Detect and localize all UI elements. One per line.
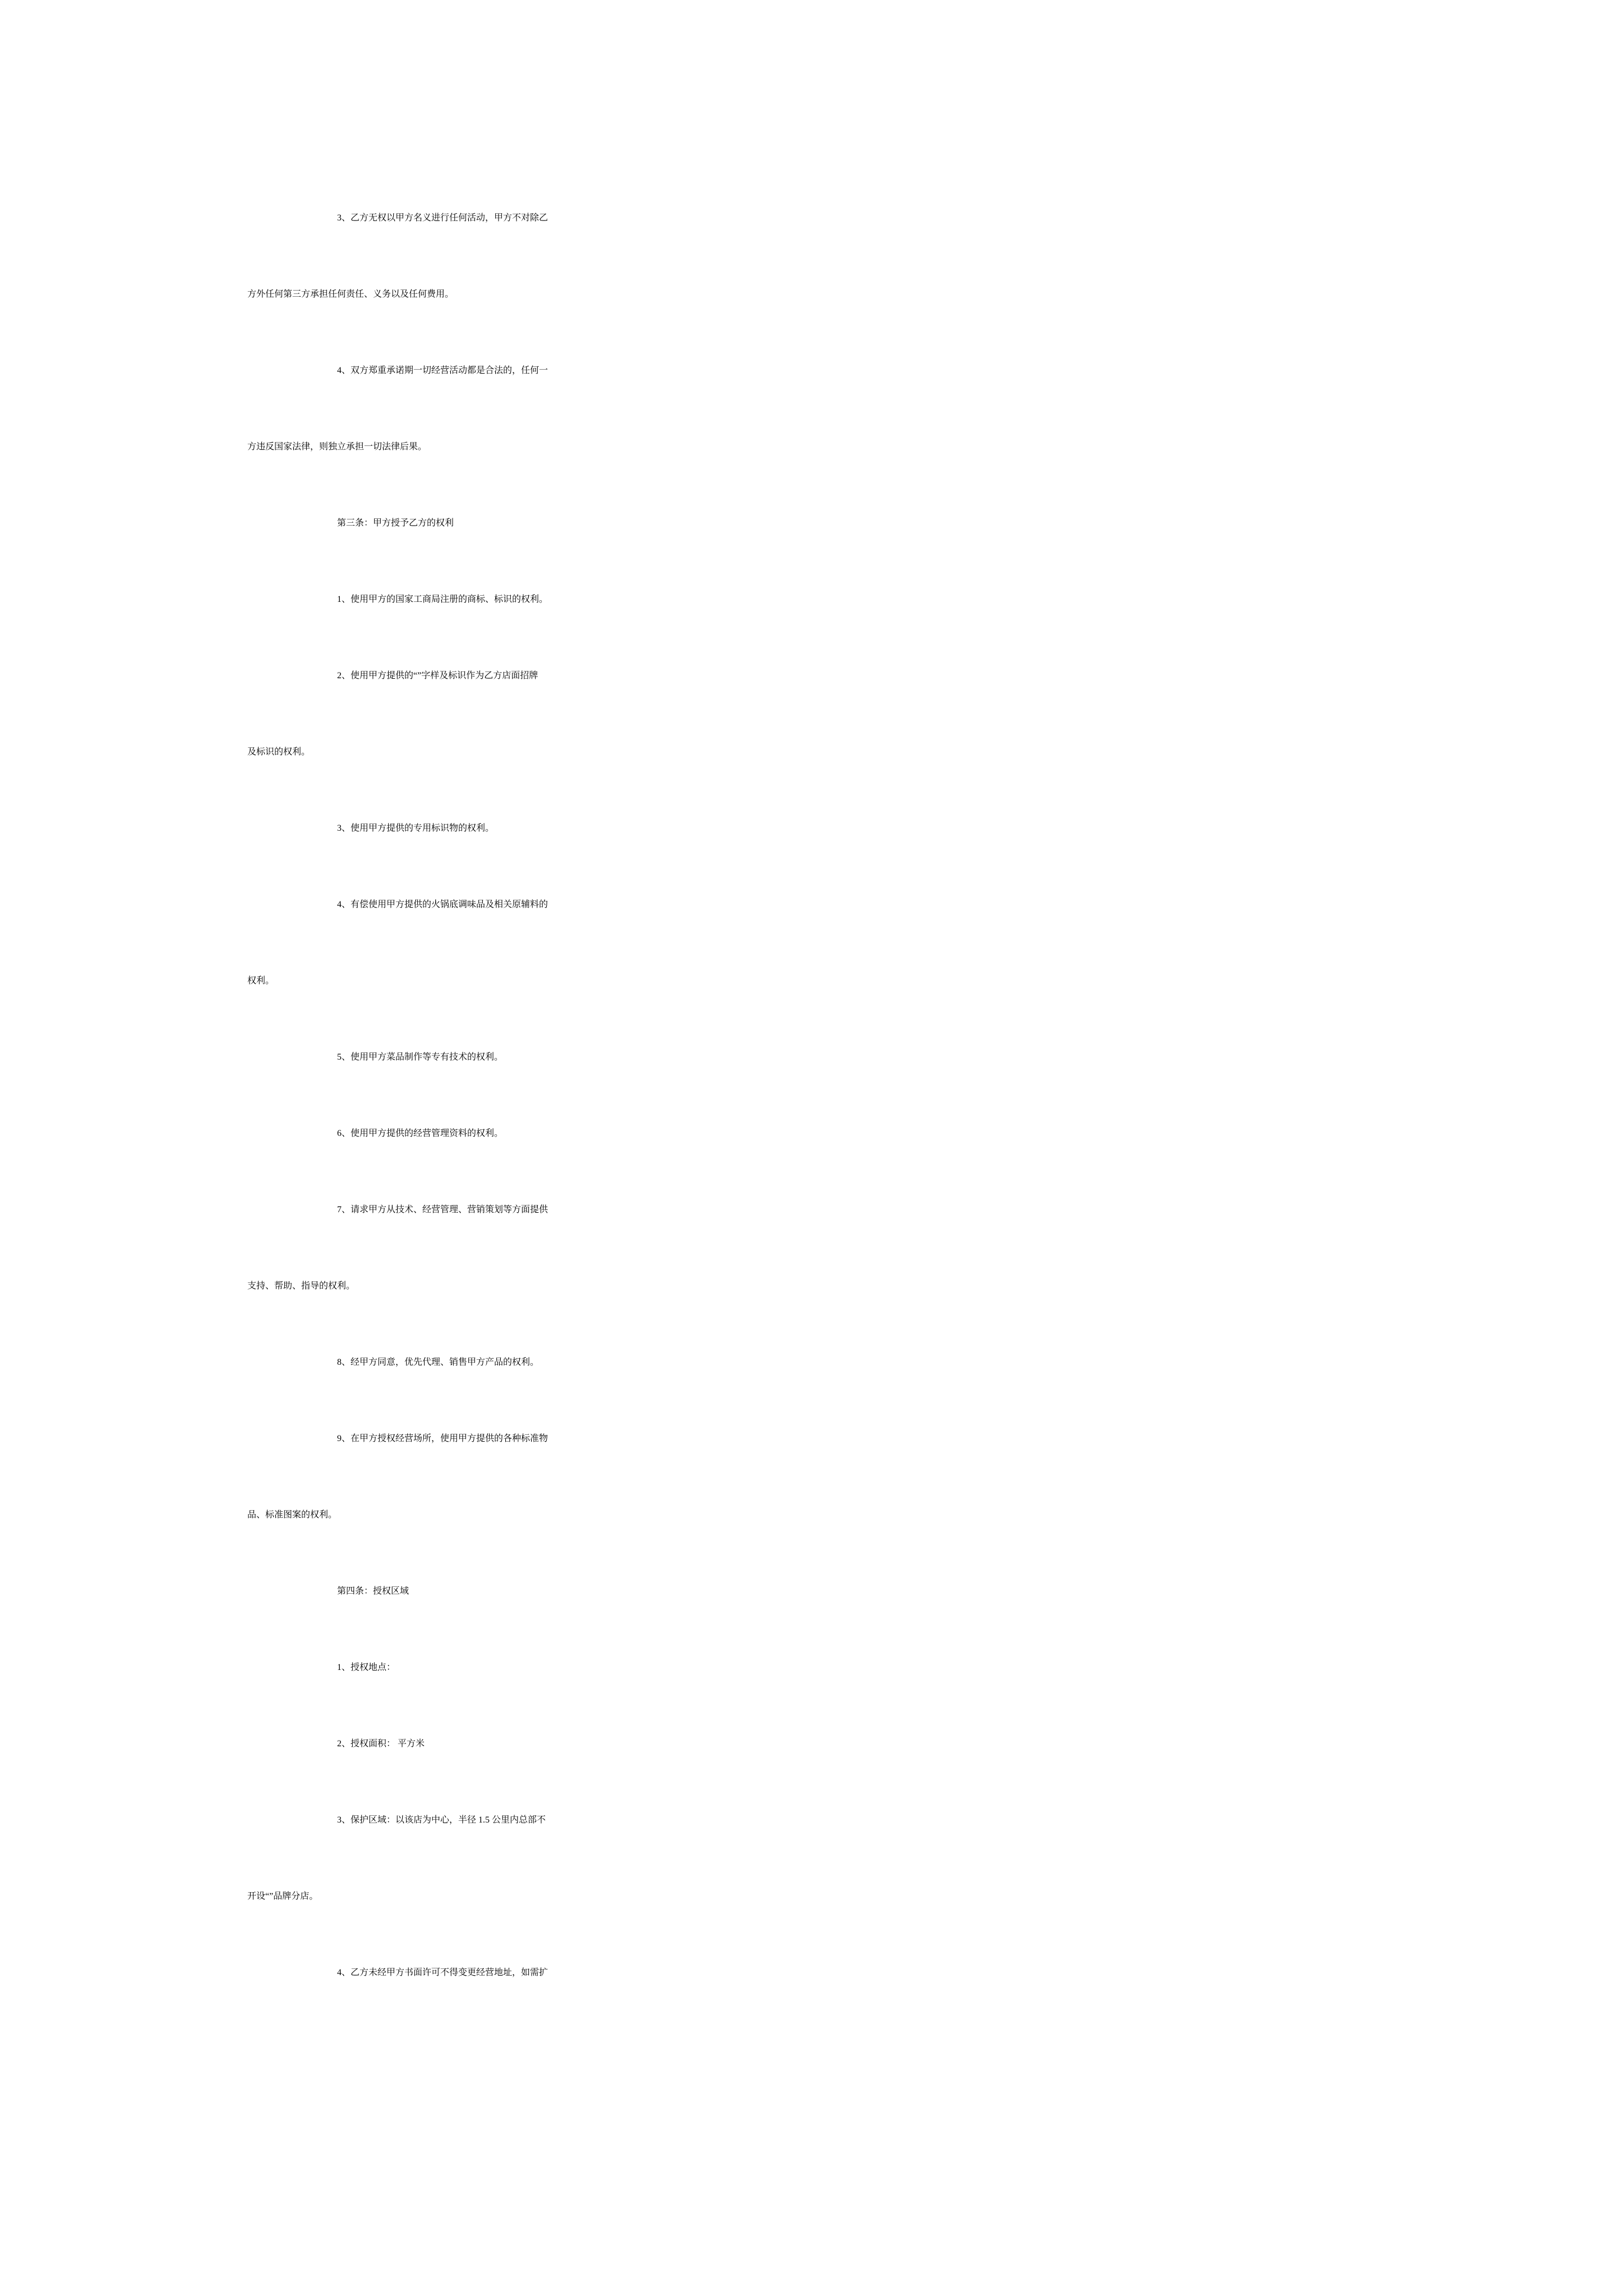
text-line: 7、请求甲方从技术、经营管理、营销策划等方面提供 — [337, 1205, 548, 1214]
paragraph-right-1 — [247, 592, 1386, 668]
text-line: 2、使用甲方提供的“”字样及标识作为乙方店面招牌 — [337, 671, 538, 680]
paragraph-right-5 — [247, 1050, 1386, 1126]
text-line: 5、使用甲方菜品制作等专有技术的权利。 — [337, 1052, 504, 1062]
paragraph-area-2 — [247, 1736, 1386, 1812]
paragraph-right-7 — [247, 1202, 1386, 1355]
paragraph-clause-4 — [247, 363, 1386, 516]
text-line: 3、乙方无权以甲方名义进行任何活动，甲方不对除乙 — [337, 213, 548, 223]
section-heading-article-3 — [247, 516, 1386, 592]
text-line: 及标识的权利。 — [247, 747, 311, 757]
document-body — [247, 210, 1386, 2041]
paragraph-right-2 — [247, 668, 1386, 821]
paragraph-right-4 — [247, 897, 1386, 1050]
text-line: 1、使用甲方的国家工商局注册的商标、标识的权利。 — [337, 595, 548, 604]
text-line: 3、使用甲方提供的专用标识物的权利。 — [337, 823, 495, 833]
text-line: 4、乙方未经甲方书面许可不得变更经营地址，如需扩 — [337, 1968, 548, 1977]
paragraph-right-6 — [247, 1126, 1386, 1202]
text-line: 6、使用甲方提供的经营管理资料的权利。 — [337, 1129, 504, 1138]
paragraph-area-4 — [247, 1965, 1386, 2041]
text-line: 支持、帮助、指导的权利。 — [247, 1281, 356, 1291]
paragraph-right-8 — [247, 1355, 1386, 1431]
text-line: 开设“”品牌分店。 — [247, 1892, 319, 1901]
paragraph-right-3 — [247, 821, 1386, 897]
paragraph-area-1 — [247, 1660, 1386, 1736]
text-line: 权利。 — [247, 976, 275, 986]
text-line: 方外任何第三方承担任何责任、义务以及任何费用。 — [247, 289, 454, 299]
text-line: 8、经甲方同意，优先代理、销售甲方产品的权利。 — [337, 1358, 540, 1367]
section-heading: 第四条：授权区域 — [337, 1586, 409, 1596]
text-line: 4、双方郑重承诺期一切经营活动都是合法的，任何一 — [337, 366, 548, 375]
text-line: 品、标准图案的权利。 — [247, 1510, 338, 1520]
text-line: 1、授权地点： — [337, 1663, 396, 1672]
paragraph-area-3 — [247, 1812, 1386, 1965]
paragraph-clause-3 — [247, 210, 1386, 363]
section-heading: 第三条：甲方授予乙方的权利 — [337, 518, 454, 528]
text-line: 3、保护区域：以该店为中心，半径 1.5 公里内总部不 — [337, 1815, 546, 1825]
text-line: 2、授权面积： 平方米 — [337, 1739, 425, 1749]
text-line: 9、在甲方授权经营场所，使用甲方提供的各种标准物 — [337, 1434, 548, 1443]
section-heading-article-4 — [247, 1584, 1386, 1660]
text-line: 方违反国家法律，则独立承担一切法律后果。 — [247, 442, 427, 452]
paragraph-right-9 — [247, 1431, 1386, 1584]
text-line: 4、有偿使用甲方提供的火锅底调味品及相关原辅料的 — [337, 900, 548, 909]
